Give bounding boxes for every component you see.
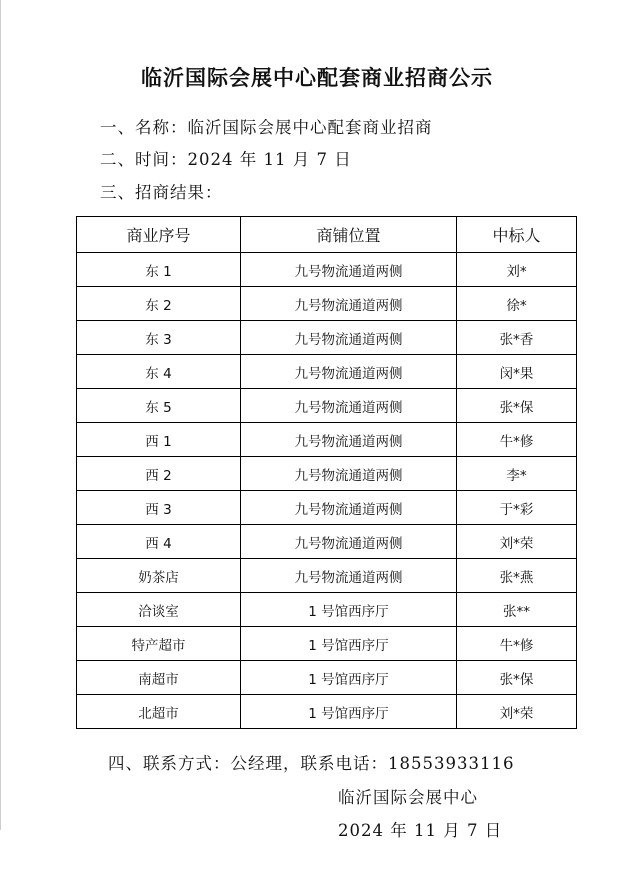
cell-business-number: 东 3 — [77, 321, 241, 355]
section-results: 三、招商结果： — [100, 183, 223, 202]
cell-business-number: 西 4 — [77, 525, 241, 559]
cell-shop-location: 1 号馆西序厅 — [241, 627, 457, 661]
cell-winner: 张*保 — [457, 661, 577, 695]
table-header-row — [77, 217, 577, 253]
header-shop-location: 商铺位置 — [241, 217, 457, 253]
cell-shop-location: 1 号馆西序厅 — [241, 661, 457, 695]
cell-business-number: 洽谈室 — [77, 593, 241, 627]
cell-shop-location: 1 号馆西序厅 — [241, 593, 457, 627]
cell-shop-location: 九号物流通道两侧 — [241, 355, 457, 389]
cell-shop-location: 九号物流通道两侧 — [241, 559, 457, 593]
cell-winner: 李* — [457, 457, 577, 491]
cell-shop-location: 1 号馆西序厅 — [241, 695, 457, 729]
table-row — [77, 423, 577, 457]
cell-winner: 牛*修 — [457, 423, 577, 457]
cell-business-number: 西 2 — [77, 457, 241, 491]
cell-winner: 张** — [457, 593, 577, 627]
cell-winner: 刘*荣 — [457, 525, 577, 559]
table-row — [77, 525, 577, 559]
cell-shop-location: 九号物流通道两侧 — [241, 457, 457, 491]
cell-business-number: 西 1 — [77, 423, 241, 457]
cell-business-number: 东 5 — [77, 389, 241, 423]
table-row — [77, 695, 577, 729]
results-table — [76, 216, 577, 729]
cell-shop-location: 九号物流通道两侧 — [241, 287, 457, 321]
header-winner: 中标人 — [457, 217, 577, 253]
cell-business-number: 南超市 — [77, 661, 241, 695]
cell-business-number: 西 3 — [77, 491, 241, 525]
signature-organization: 临沂国际会展中心 — [338, 788, 478, 807]
table-row — [77, 491, 577, 525]
cell-winner: 张*燕 — [457, 559, 577, 593]
table-row — [77, 321, 577, 355]
cell-business-number: 奶茶店 — [77, 559, 241, 593]
cell-shop-location: 九号物流通道两侧 — [241, 321, 457, 355]
signature-date: 2024 年 11 月 7 日 — [338, 821, 503, 840]
cell-winner: 徐* — [457, 287, 577, 321]
table-row — [77, 593, 577, 627]
cell-shop-location: 九号物流通道两侧 — [241, 525, 457, 559]
table-row — [77, 287, 577, 321]
table-row — [77, 253, 577, 287]
page-edge — [0, 0, 1, 830]
section-time: 二、时间：2024 年 11 月 7 日 — [100, 150, 352, 169]
cell-business-number: 东 4 — [77, 355, 241, 389]
cell-business-number: 特产超市 — [77, 627, 241, 661]
table-row — [77, 661, 577, 695]
table-row — [77, 457, 577, 491]
cell-business-number: 东 1 — [77, 253, 241, 287]
document-title: 临沂国际会展中心配套商业招商公示 — [141, 65, 493, 90]
cell-winner: 刘* — [457, 253, 577, 287]
contact-info: 四、联系方式：公经理，联系电话：18553933116 — [108, 754, 515, 773]
cell-shop-location: 九号物流通道两侧 — [241, 423, 457, 457]
cell-shop-location: 九号物流通道两侧 — [241, 491, 457, 525]
cell-shop-location: 九号物流通道两侧 — [241, 389, 457, 423]
cell-winner: 于*彩 — [457, 491, 577, 525]
cell-winner: 牛*修 — [457, 627, 577, 661]
header-business-number: 商业序号 — [77, 217, 241, 253]
cell-business-number: 东 2 — [77, 287, 241, 321]
section-name: 一、名称：临沂国际会展中心配套商业招商 — [100, 118, 433, 137]
cell-winner: 刘*荣 — [457, 695, 577, 729]
cell-shop-location: 九号物流通道两侧 — [241, 253, 457, 287]
cell-business-number: 北超市 — [77, 695, 241, 729]
table-row — [77, 627, 577, 661]
cell-winner: 张*香 — [457, 321, 577, 355]
table-row — [77, 355, 577, 389]
cell-winner: 闵*果 — [457, 355, 577, 389]
cell-winner: 张*保 — [457, 389, 577, 423]
table-row — [77, 559, 577, 593]
table-row — [77, 389, 577, 423]
table-body — [77, 253, 577, 729]
